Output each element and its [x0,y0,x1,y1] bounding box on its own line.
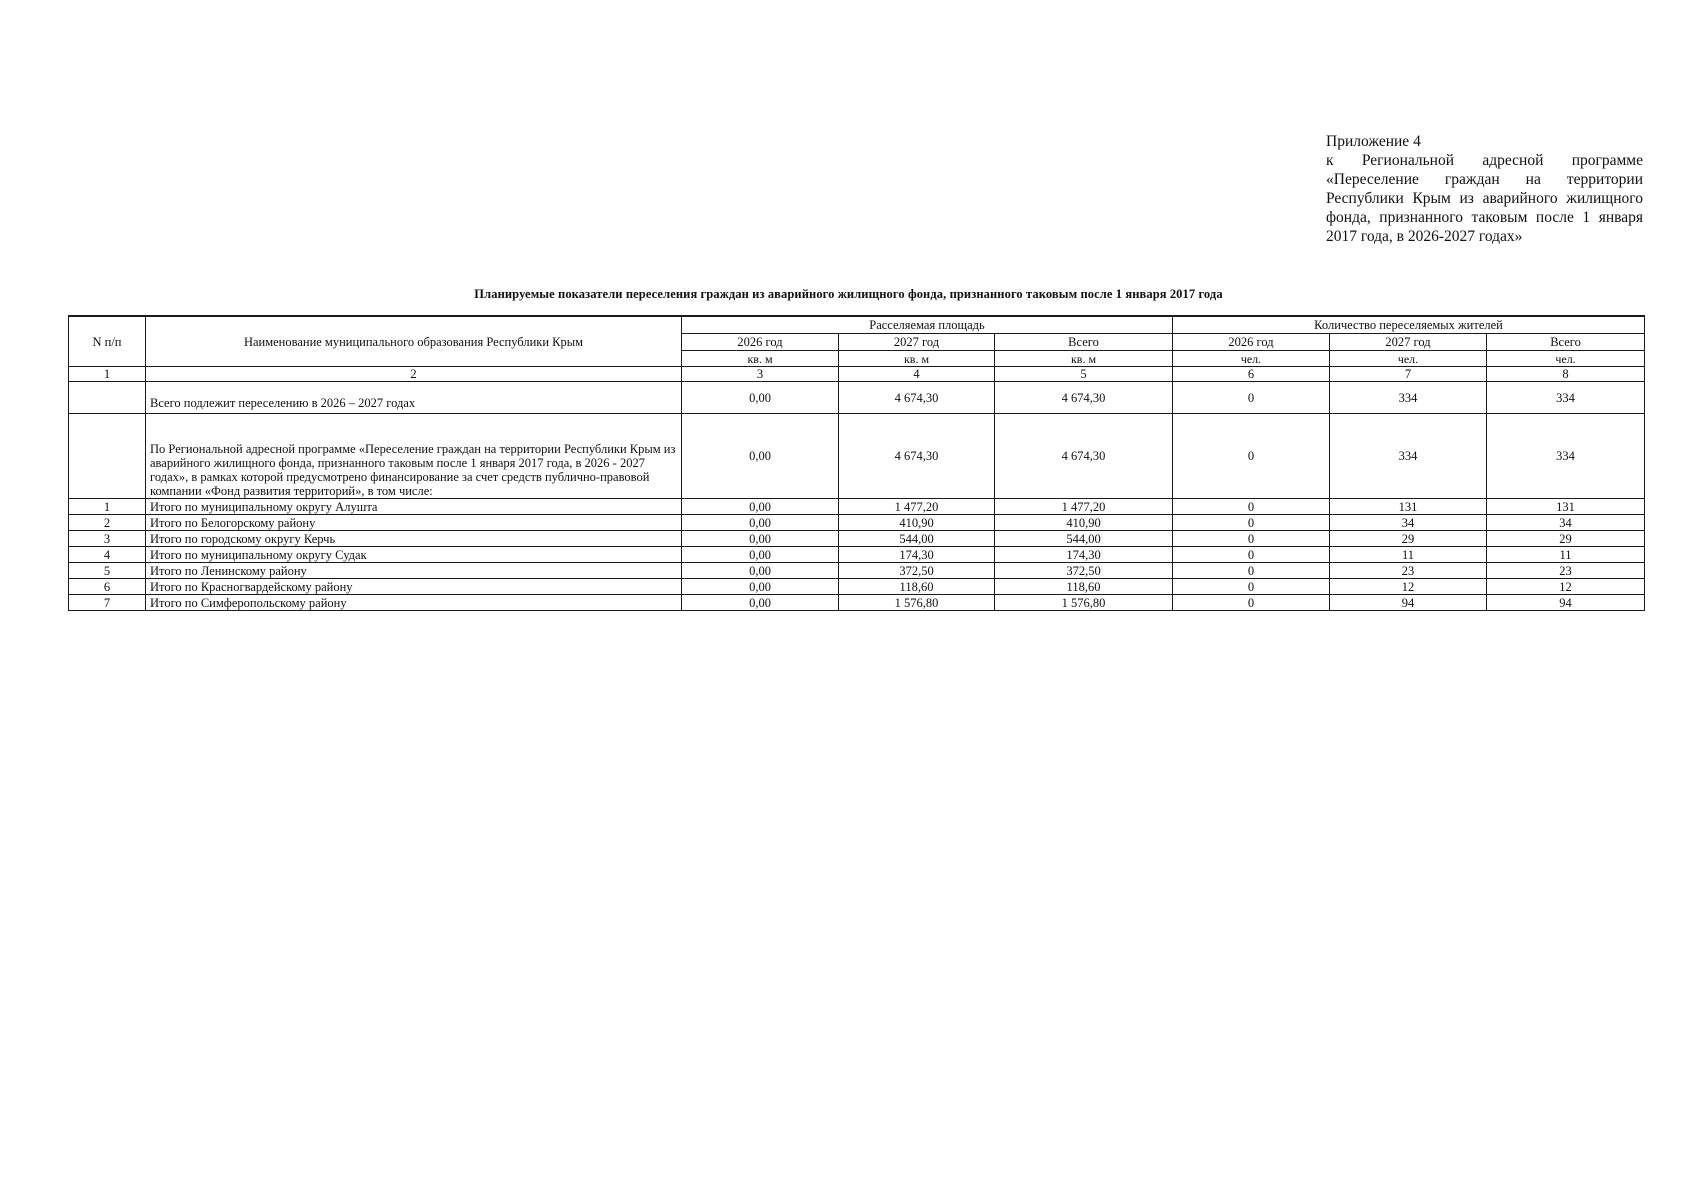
row-num: 4 [69,547,146,563]
row-area-2027: 372,50 [839,563,995,579]
table-row [69,579,1645,595]
row-people-2026: 0 [1173,563,1330,579]
total-people-sum: 334 [1487,382,1645,414]
row-name: Итого по Белогорскому району [146,515,682,531]
col-number: 3 [682,367,839,382]
appendix-text: к Региональной адресной программе «Переселение граждан на территории Республики Крым из аварийного жилищного фонда, признанного таковым после 1 января 2017 года, в 2026-2027 годах» [1326,152,1643,245]
row-area-2026: 0,00 [682,499,839,515]
row-area-sum: 1 477,20 [995,499,1173,515]
program-area-2026: 0,00 [682,414,839,499]
total-num [69,382,146,414]
header-row-col-numbers [69,367,1645,382]
row-people-2027: 34 [1330,515,1487,531]
appendix-title: Приложение 4 [1326,133,1421,150]
row-area-sum: 174,30 [995,547,1173,563]
program-area-2027: 4 674,30 [839,414,995,499]
row-num: 1 [69,499,146,515]
header-year: 2026 год [1173,334,1330,351]
resettlement-table [68,315,1645,611]
row-people-2026: 0 [1173,515,1330,531]
row-area-2026: 0,00 [682,547,839,563]
header-year: 2027 год [1330,334,1487,351]
row-area-2026: 0,00 [682,579,839,595]
row-area-2027: 1 576,80 [839,595,995,611]
header-area-group: Расселяемая площадь [682,316,1173,334]
row-name: Итого по Красногвардейскому району [146,579,682,595]
row-area-2027: 1 477,20 [839,499,995,515]
row-area-2027: 544,00 [839,531,995,547]
col-number: 5 [995,367,1173,382]
table-row [69,563,1645,579]
total-name: Всего подлежит переселению в 2026 – 2027 годах [146,382,682,414]
row-people-2027: 131 [1330,499,1487,515]
col-number: 4 [839,367,995,382]
program-area-sum: 4 674,30 [995,414,1173,499]
header-unit: кв. м [995,351,1173,367]
appendix-block [1326,132,1643,246]
col-number: 2 [146,367,682,382]
row-people-2027: 23 [1330,563,1487,579]
header-unit: чел. [1173,351,1330,367]
program-people-sum: 334 [1487,414,1645,499]
total-people-2027: 334 [1330,382,1487,414]
total-people-2026: 0 [1173,382,1330,414]
row-people-sum: 29 [1487,531,1645,547]
row-people-2026: 0 [1173,595,1330,611]
row-people-2027: 11 [1330,547,1487,563]
row-name: Итого по Симферопольскому району [146,595,682,611]
row-area-sum: 410,90 [995,515,1173,531]
header-unit: чел. [1487,351,1645,367]
row-num: 5 [69,563,146,579]
row-area-2027: 174,30 [839,547,995,563]
header-num: N п/п [69,316,146,367]
header-year: Всего [1487,334,1645,351]
col-number: 1 [69,367,146,382]
row-area-sum: 544,00 [995,531,1173,547]
program-name: По Региональной адресной программе «Переселение граждан на территории Республики Крым из аварийного жилищного фонда, признанного таковым после 1 января 2017 года, в 2026 - 2027 годах», в рамках которой предусмотрено финансирование за счет средств публично-правовой компании «Фонд развития территорий», в том числе: [146,414,682,499]
header-unit: кв. м [682,351,839,367]
total-area-2027: 4 674,30 [839,382,995,414]
col-number: 8 [1487,367,1645,382]
row-people-2027: 12 [1330,579,1487,595]
row-people-2026: 0 [1173,499,1330,515]
row-people-2026: 0 [1173,531,1330,547]
total-area-sum: 4 674,30 [995,382,1173,414]
program-people-2026: 0 [1173,414,1330,499]
header-year: 2026 год [682,334,839,351]
row-area-2026: 0,00 [682,563,839,579]
row-num: 7 [69,595,146,611]
program-num [69,414,146,499]
row-people-sum: 23 [1487,563,1645,579]
row-area-sum: 1 576,80 [995,595,1173,611]
row-num: 2 [69,515,146,531]
table-row [69,547,1645,563]
row-num: 3 [69,531,146,547]
row-name: Итого по городскому округу Керчь [146,531,682,547]
document-title: Планируемые показатели переселения граждан из аварийного жилищного фонда, признанного таковым после 1 января 2017 года [474,287,1223,301]
row-area-sum: 372,50 [995,563,1173,579]
row-area-2026: 0,00 [682,595,839,611]
table-row [69,515,1645,531]
header-unit: кв. м [839,351,995,367]
row-people-sum: 131 [1487,499,1645,515]
header-year: Всего [995,334,1173,351]
col-number: 7 [1330,367,1487,382]
row-area-2027: 118,60 [839,579,995,595]
row-people-sum: 12 [1487,579,1645,595]
header-people-group: Количество переселяемых жителей [1173,316,1645,334]
header-year: 2027 год [839,334,995,351]
table-row [69,499,1645,515]
header-name: Наименование муниципального образования Республики Крым [146,316,682,367]
row-people-2027: 29 [1330,531,1487,547]
row-area-2026: 0,00 [682,531,839,547]
header-row-groups [69,316,1645,334]
row-people-sum: 94 [1487,595,1645,611]
col-number: 6 [1173,367,1330,382]
row-name: Итого по муниципальному округу Судак [146,547,682,563]
table-row [69,595,1645,611]
program-people-2027: 334 [1330,414,1487,499]
row-area-2027: 410,90 [839,515,995,531]
row-name: Итого по Ленинскому району [146,563,682,579]
header-unit: чел. [1330,351,1487,367]
row-area-2026: 0,00 [682,515,839,531]
row-people-sum: 34 [1487,515,1645,531]
row-num: 6 [69,579,146,595]
row-people-sum: 11 [1487,547,1645,563]
row-people-2027: 94 [1330,595,1487,611]
row-name: Итого по муниципальному округу Алушта [146,499,682,515]
row-people-2026: 0 [1173,547,1330,563]
program-row [69,414,1645,499]
row-people-2026: 0 [1173,579,1330,595]
table-row [69,531,1645,547]
row-area-sum: 118,60 [995,579,1173,595]
total-row [69,382,1645,414]
total-area-2026: 0,00 [682,382,839,414]
